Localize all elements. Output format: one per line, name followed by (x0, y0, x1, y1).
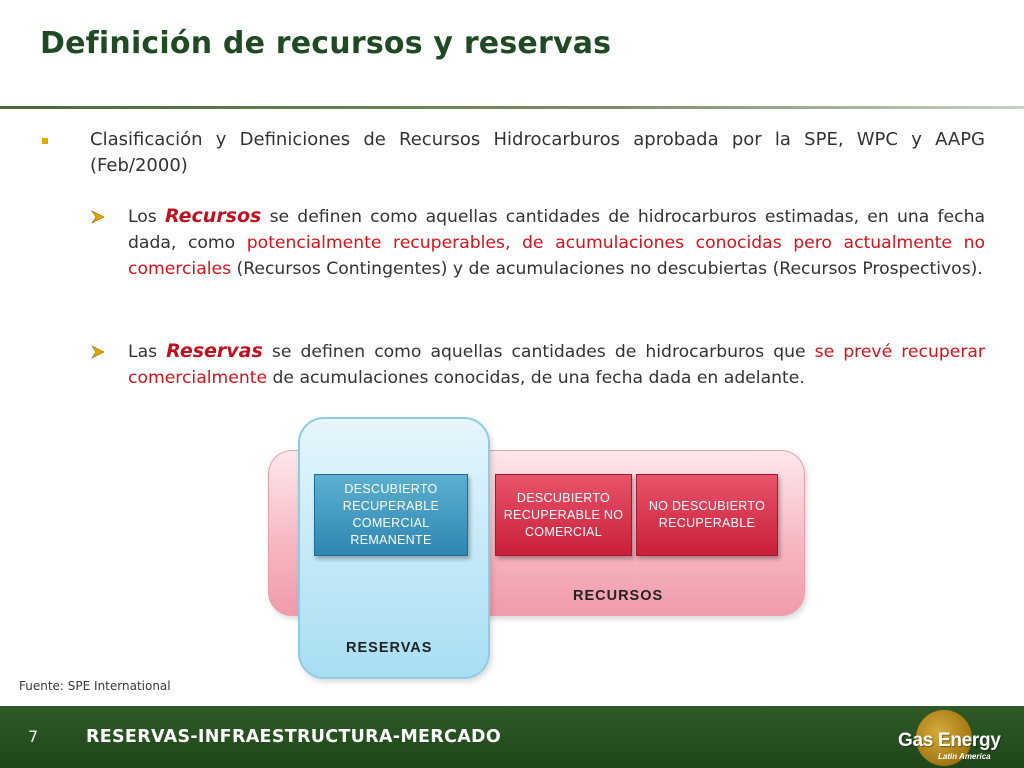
footer-section-title: RESERVAS-INFRAESTRUCTURA-MERCADO (86, 727, 502, 747)
descubierto-comercial-box: DESCUBIERTO RECUPERABLE COMERCIAL REMANENTE (314, 474, 468, 556)
arrow-bullet-icon (91, 345, 105, 359)
reservas-definition (128, 338, 985, 391)
descubierto-no-comercial-box: DESCUBIERTO RECUPERABLE NO COMERCIAL (495, 474, 632, 556)
reservas-text-1: se definen como aquellas cantidades de hidrocarburos que (262, 342, 815, 362)
recursos-definition (128, 203, 985, 282)
page-number: 7 (28, 727, 39, 746)
reservas-label: RESERVAS (346, 640, 433, 656)
source-note: Fuente: SPE International (19, 679, 171, 693)
recursos-label: RECURSOS (573, 588, 664, 604)
logo-name: Gas Energy (898, 730, 1001, 751)
recursos-text-2: (Recursos Contingentes) y de acumulaciones no descubiertas (Recursos Prospectivos). (231, 259, 983, 279)
recursos-text-1: se definen como aquellas cantidades de hidrocarburos estimadas, en una fecha dada, como (128, 207, 985, 253)
reservas-highlight: se prevé recuperar comercialmente (128, 342, 986, 388)
reservas-term: Reservas (166, 340, 263, 362)
gas-energy-logo (896, 706, 1024, 768)
reservas-text-2: de acumulaciones conocidas, de una fecha dada en adelante. (267, 368, 805, 388)
title-divider (0, 106, 1024, 109)
logo-subtitle: Latin America (938, 752, 991, 761)
recursos-highlight: potencialmente recuperables, de acumulaciones conocidas pero actualmente no comerciales (128, 233, 985, 279)
no-descubierto-box: NO DESCUBIERTO RECUPERABLE (636, 474, 778, 556)
recursos-prefix: Los (128, 207, 165, 227)
main-bullet-text: Clasificación y Definiciones de Recursos Hidrocarburos aprobada por la SPE, WPC y AAPG (Feb/2000) (90, 129, 985, 176)
recursos-term: Recursos (164, 205, 262, 227)
slide-title: Definición de recursos y reservas (40, 26, 612, 61)
arrow-bullet-icon (91, 210, 105, 224)
square-bullet-icon (42, 138, 48, 144)
reservas-prefix: Las (128, 342, 167, 362)
